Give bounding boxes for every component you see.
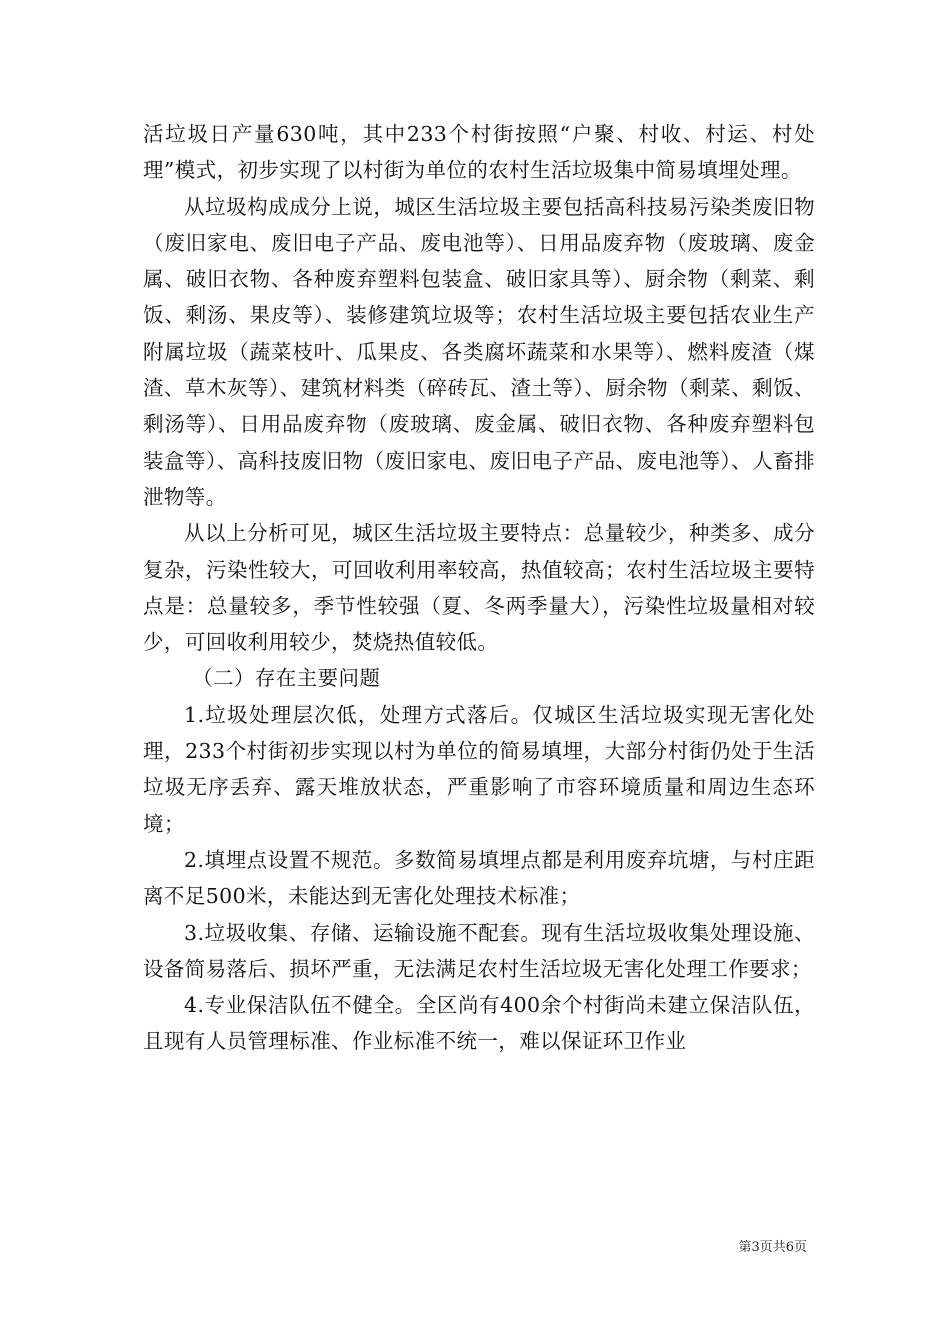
paragraph-waste-composition: 从垃圾构成成分上说，城区生活垃圾主要包括高科技易污染类废旧物（废旧家电、废旧电子产品、废电池等）、日用品废弃物（废玻璃、废金属、破旧衣物、各种废弃塑料包装盒、破旧家具等）、厨余物（剩菜、剩饭、剩汤、果皮等）、装修建筑垃圾等；农村生活垃圾主要包括农业生产附属垃圾（蔬菜枝叶、瓜果皮、各类腐坏蔬菜和水果等）、燃料废渣（煤渣、草木灰等）、建筑材料类（碎砖瓦、渣土等）、厨余物（剩菜、剩饭、剩汤等）、日用品废弃物（废玻璃、废金属、破旧衣物、各种废弃塑料包装盒等）、高科技废旧物（废旧家电、废旧电子产品、废电池等）、人畜排泄物等。 <box>143 194 815 509</box>
document-body <box>143 116 815 1060</box>
paragraph-problem-4: 4.专业保洁队伍不健全。全区尚有400余个村街尚未建立保洁队伍，且现有人员管理标准、作业标准不统一，难以保证环卫作业 <box>143 993 815 1054</box>
paragraph-waste-characteristics: 从以上分析可见，城区生活垃圾主要特点：总量较少，种类多、成分复杂，污染性较大，可回收利用率较高，热值较高；农村生活垃圾主要特点是：总量较多，季节性较强（夏、冬两季量大），污染性垃圾量相对较少，可回收利用较少，焚烧热值较低。 <box>143 521 815 655</box>
paragraph-continuation: 活垃圾日产量630吨，其中233个村街按照“户聚、村收、村运、村处理”模式，初步实现了以村街为单位的农村生活垃圾集中简易填埋处理。 <box>143 122 815 183</box>
section-heading-main-problems: （二）存在主要问题 <box>192 666 381 691</box>
page-number: 第3页共6页 <box>738 1240 807 1255</box>
paragraph-problem-2: 2.填埋点设置不规范。多数简易填埋点都是利用废弃坑塘，与村庄距离不足500米，未能达到无害化处理技术标准； <box>143 847 815 909</box>
paragraph-problem-1: 1.垃圾处理层次低，处理方式落后。仅城区生活垃圾实现无害化处理，233个村街初步实现以村为单位的简易填埋，大部分村街仍处于生活垃圾无序丢弃、露天堆放状态，严重影响了市容环境质量和周边生态环境； <box>143 702 815 836</box>
paragraph-problem-3: 3.垃圾收集、存储、运输设施不配套。现有生活垃圾收集处理设施、设备简易落后、损坏严重，无法满足农村生活垃圾无害化处理工作要求； <box>143 920 815 981</box>
